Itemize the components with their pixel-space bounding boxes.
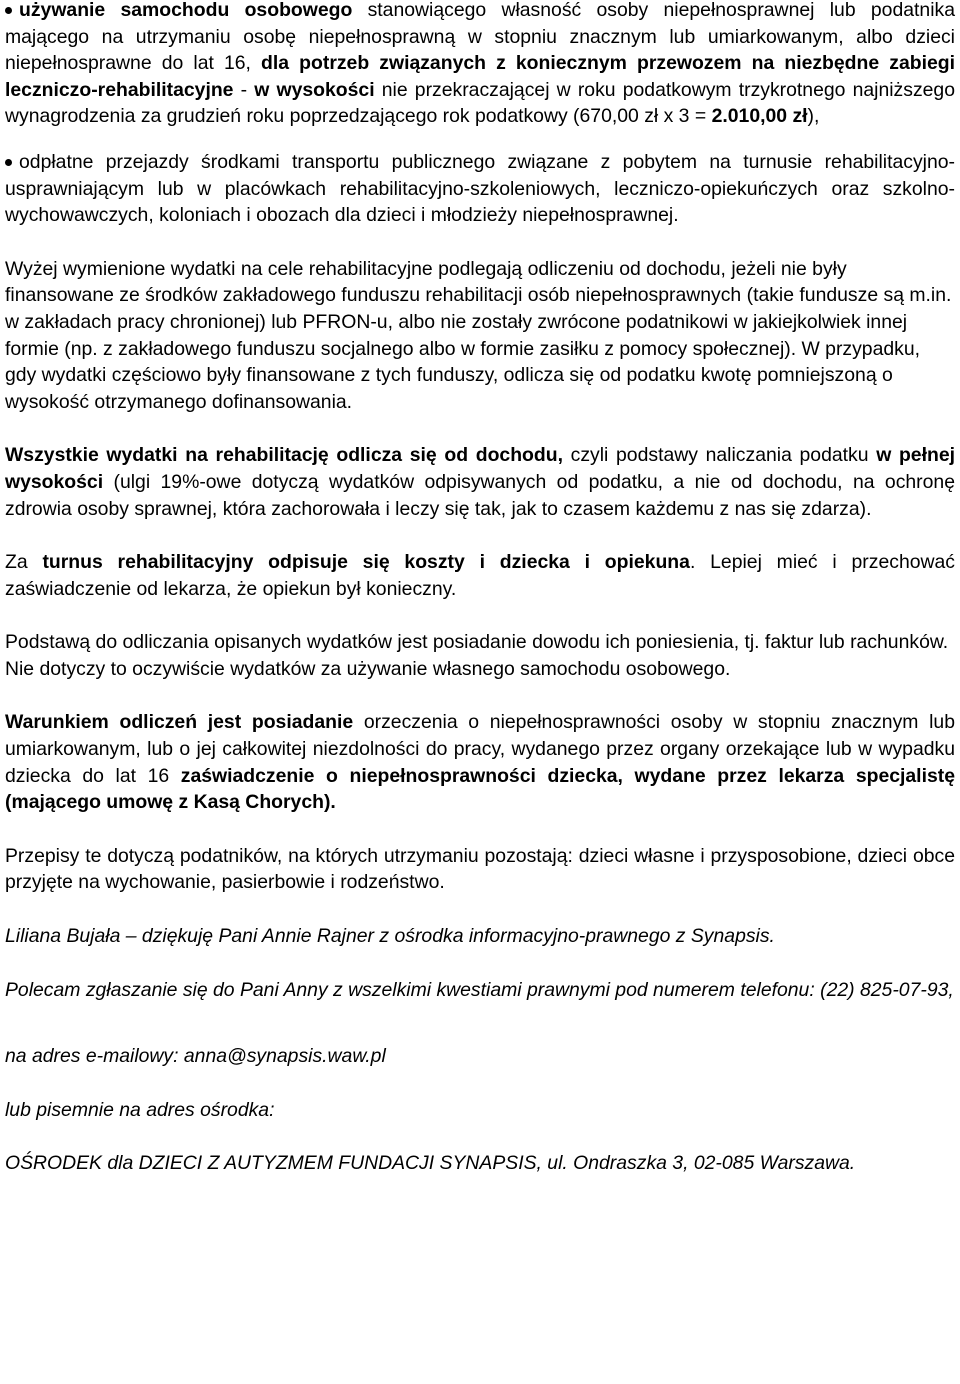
paragraph-proof: Podstawą do odliczania opisanych wydatków jest posiadanie dowodu ich poniesienia, tj. faktur lub rachunków. Nie dotyczy to oczywiście wydatków za używanie własnego samochodu osobowego.	[5, 631, 949, 680]
text-span: stanowiącego własność osoby niepełnosprawnej lub podatnika mającego na utrzymaniu osobę niepełnosprawną w stopniu znacznym lub umiarkowanym, albo dzieci niepełnosprawne do lat 16,	[5, 0, 955, 75]
bold-span: turnus rehabilitacyjny odpisuje się koszty i dziecka i opiekuna	[42, 551, 690, 574]
text-span: . Lepiej mieć i przechować zaświadczenie od lekarza, że opiekun był konieczny.	[5, 551, 955, 600]
bullet-icon	[5, 7, 12, 14]
text-span: nie przekraczającej w roku podatkowym trzykrotnego najniższego wynagrodzenia za grudzień roku poprzedzającego rok podatkowy (670,00 zł x 3 =	[5, 78, 955, 128]
text-span: czyli podstawy naliczania podatku	[562, 444, 877, 467]
list-item-car-usage	[5, 0, 955, 130]
document-page	[5, 0, 955, 1177]
paragraph-email: na adres e-mailowy: anna@synapsis.waw.pl	[5, 1045, 386, 1068]
paragraph-address-intro: lub pisemnie na adres ośrodka:	[5, 1098, 275, 1121]
text-span: ),	[807, 105, 820, 128]
paragraph-author: Liliana Bujała – dziękuję Pani Annie Rajner z ośrodka informacyjno-prawnego z Synapsis.	[5, 925, 775, 948]
bold-span: zaświadczenie o niepełnosprawności dziecka, wydane przez lekarza specjalistę (mającego umowę z Kasą Chorych).	[5, 764, 955, 814]
paragraph-phone: Polecam zgłaszanie się do Pani Anny z wszelkimi kwestiami prawnymi pod numerem telefonu: (22) 825-07-93,	[5, 978, 954, 1001]
bold-span: Warunkiem odliczeń jest posiadanie	[5, 711, 354, 734]
bold-span: w pełnej wysokości	[5, 444, 955, 493]
bold-span: używanie samochodu osobowego	[19, 0, 353, 21]
bold-span: w wysokości	[254, 78, 375, 101]
text-span: (ulgi 19%-owe dotyczą wydatków odpisywanych od podatku, a nie od dochodu, na ochronę zdrowia osoby sprawnej, która zachorowała i leczy się tak, jak to czasem każdemu z nas się zdarza).	[5, 470, 955, 520]
list-item-text: odpłatne przejazdy środkami transportu publicznego związane z pobytem na turnusie rehabilitacyjno-usprawniającym lub w placówkach rehabilitacyjno-szkoleniowych, leczniczo-opiekuńczych oraz szkolno-wychowawczych, koloniach i obozach dla dzieci i młodzieży niepełnosprawnej.	[5, 150, 955, 227]
paragraph-turnus	[5, 549, 955, 602]
text-span: Za	[5, 551, 43, 574]
list-item-text	[5, 0, 955, 130]
text-span: -	[233, 78, 255, 101]
bold-span: dla potrzeb związanych z koniecznym przewozem na niezbędne zabiegi leczniczo-rehabilitacyjne	[5, 52, 955, 101]
text-span: orzeczenia o niepełnosprawności osoby w stopniu znacznym lub umiarkowanym, lub o jej całkowitej niezdolności do pracy, wydanego przez organy orzekające lub w wypadku dziecka do lat 16	[5, 711, 955, 787]
bullet-icon	[5, 159, 12, 166]
paragraph-expenses: Wyżej wymienione wydatki na cele rehabilitacyjne podlegają odliczeniu od dochodu, jeżeli nie były finansowane ze środków zakładowego funduszu rehabilitacji osób niepełnosprawnych (takie fundusze są m.in. w zakładach pracy chronionej) lub PFRON-u, albo nie zostały zwrócone podatnikowi w jakiejkolwiek innej formie (np. z zakładowego funduszu socjalnego albo w formie zasiłku z pomocy społecznej). W przypadku, gdy wydatki częściowo były finansowane z tych funduszy, odlicza się od podatku kwotę pomniejszoną o wysokość otrzymanego dofinansowania.	[5, 257, 952, 413]
paragraph-condition	[5, 709, 955, 815]
paragraph-address: OŚRODEK dla DZIECI Z AUTYZMEM FUNDACJI SYNAPSIS, ul. Ondraszka 3, 02-085 Warszawa.	[5, 1152, 856, 1175]
paragraph-regulations: Przepisy te dotyczą podatników, na których utrzymaniu pozostają: dzieci własne i przysposobione, dzieci obce przyjęte na wychowanie, pasierbowie i rodzeństwo.	[5, 844, 955, 894]
bold-span: 2.010,00 zł	[711, 105, 808, 128]
paragraph-deduction	[5, 442, 955, 522]
bold-span: Wszystkie wydatki na rehabilitację odlicza się od dochodu,	[5, 444, 563, 467]
list-item-transport	[5, 149, 955, 229]
